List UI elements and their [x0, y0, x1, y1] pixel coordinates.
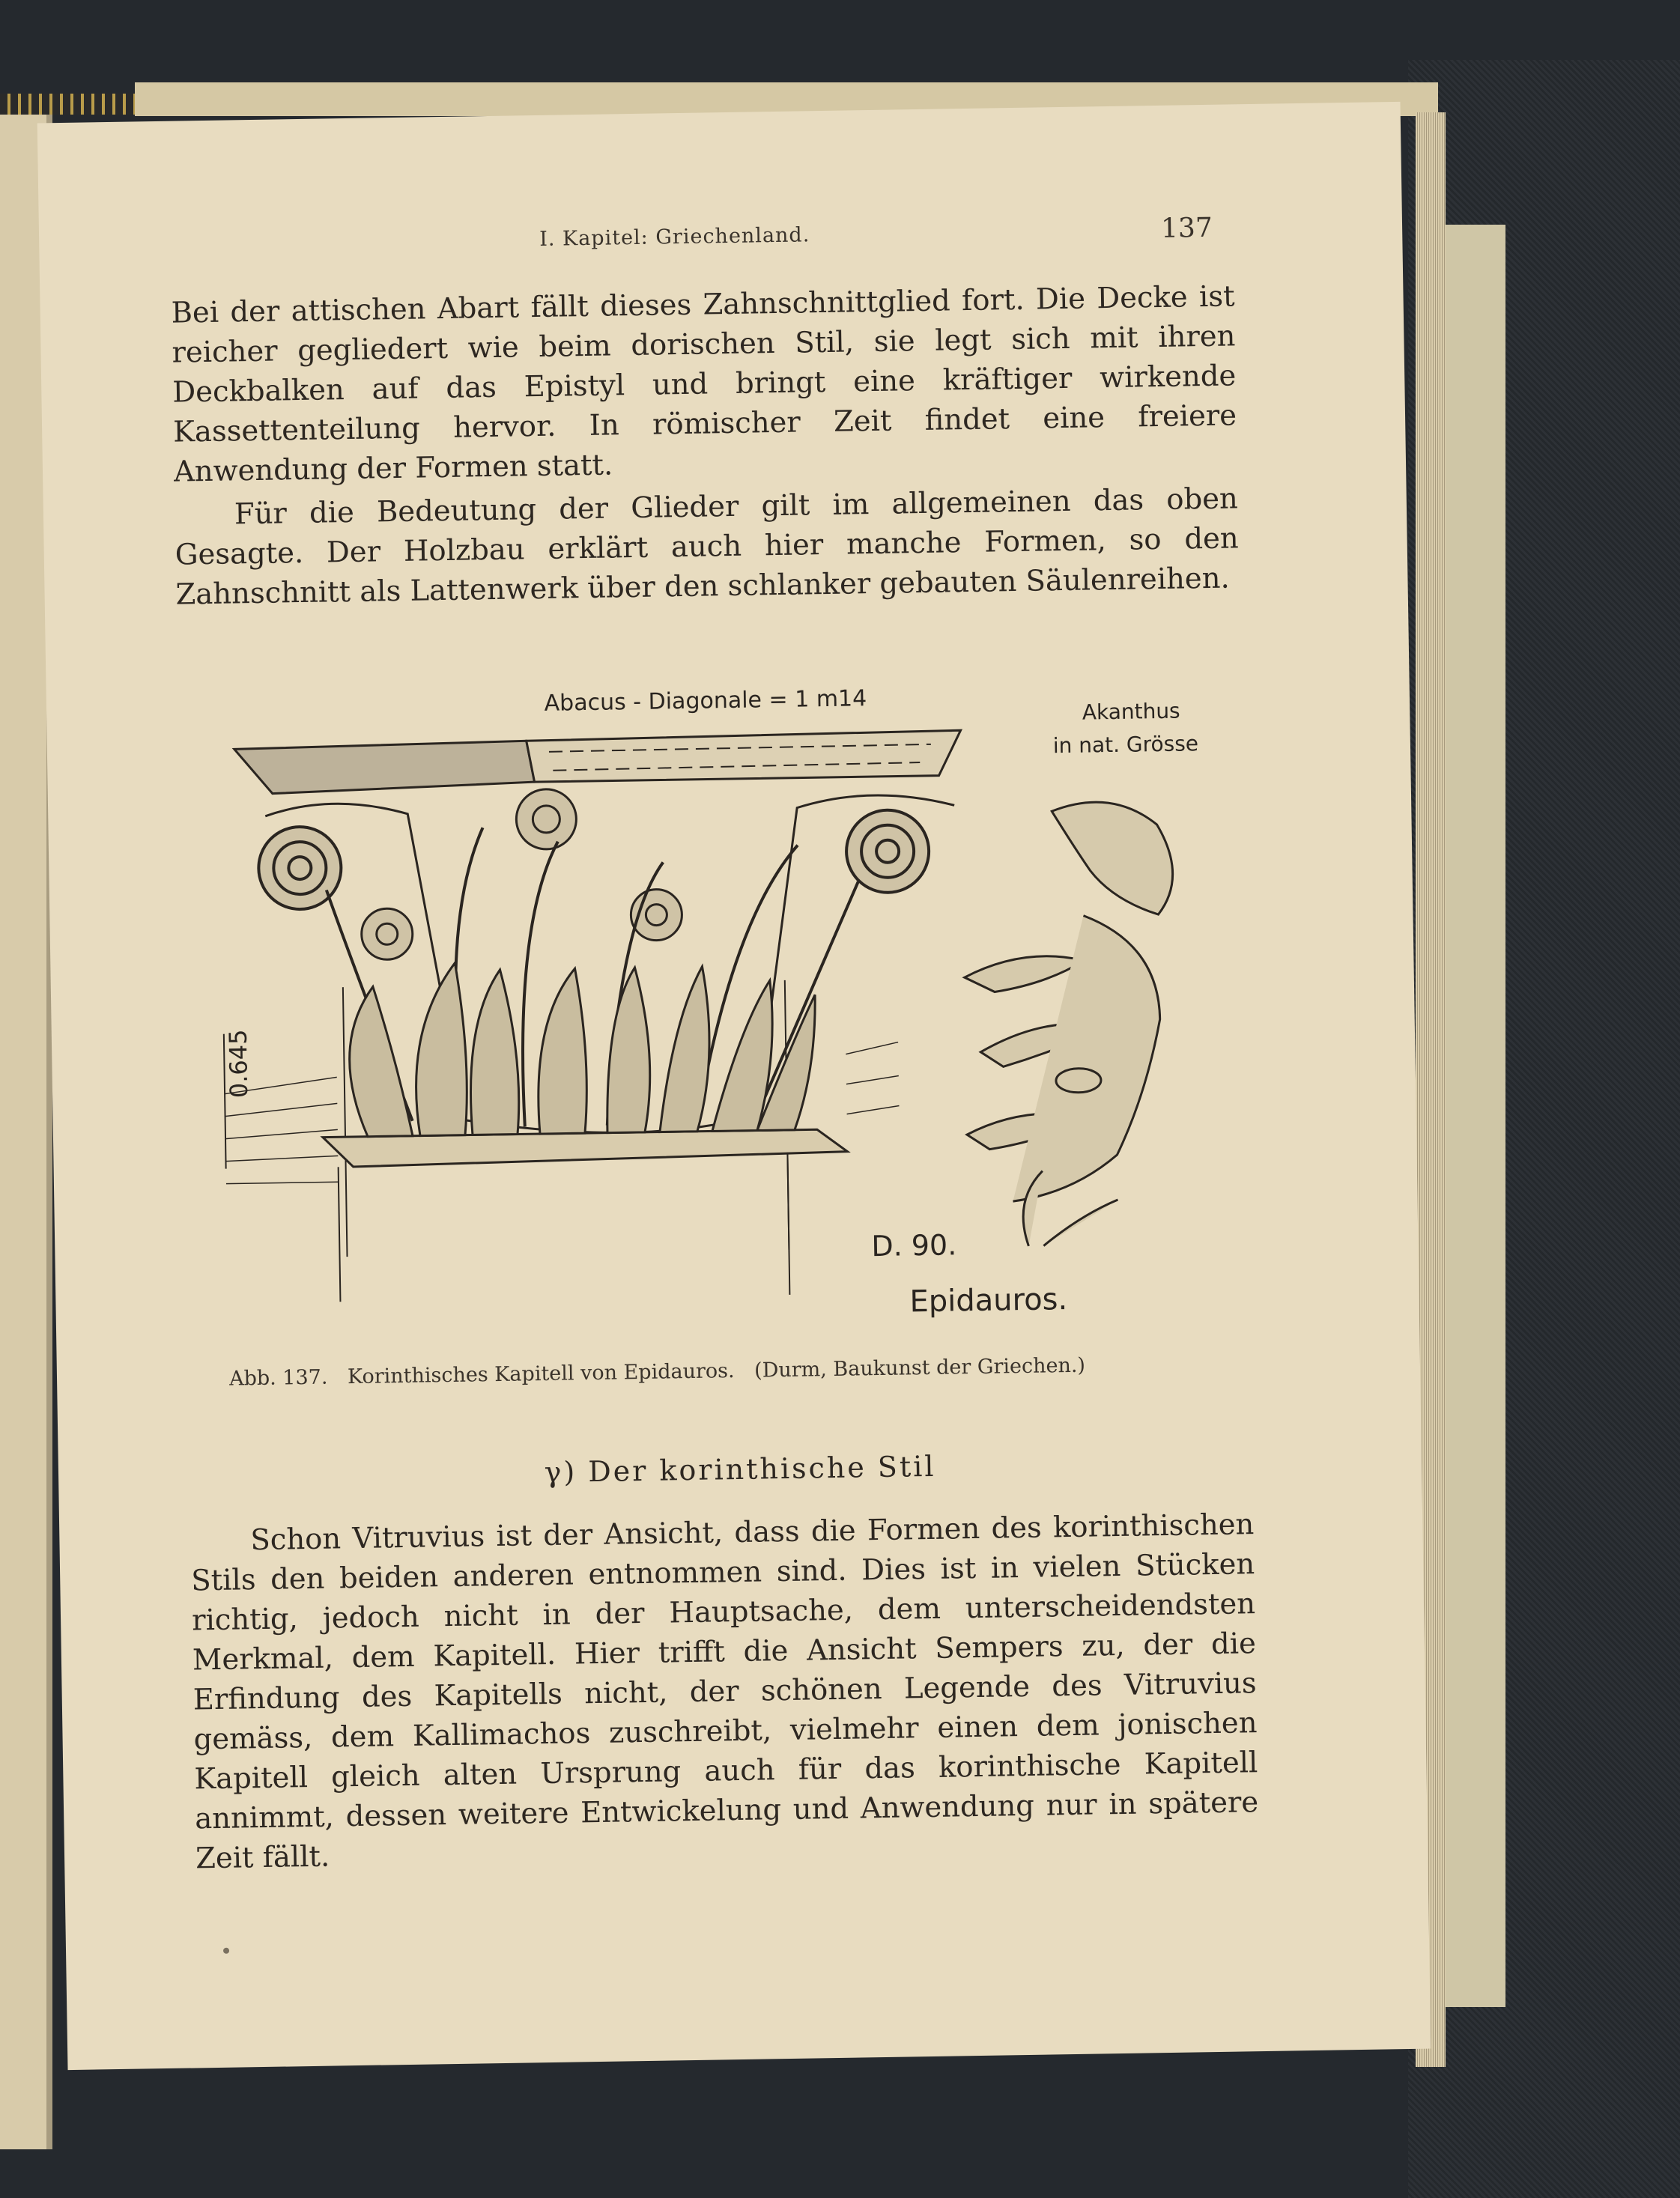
page-number: 137 [1160, 212, 1213, 244]
caption-text: Korinthisches Kapitell von Epidauros. [347, 1359, 735, 1389]
paragraph-2: Für die Bedeutung der Glieder gilt im allgemeinen das oben Gesagte. Der Holzbau erklärt auch hier manche Formen, so den Zahnschnitt als Lattenwerk über den schlanker gebauten Säulenreihen. [175, 482, 1239, 612]
capital-illustration [210, 628, 1285, 1349]
paragraph-3: Schon Vitruvius ist der Ansicht, dass die Formen des korinthischen Stils den beiden anderen entnommen sind. Dies ist in vielen Stücken richtig, jedoch nicht in der Hauptsache, dem unterscheidendsten Merkmal, dem Kapitell. Hier trifft die Ansicht Sempers zu, der die Erfindung des Kapitells nicht, der schönen Legende des Vitruvius gemäss, dem Kallimachos zuschreibt, vielmehr einen dem jonischen Kapitell gleich alten Ursprung auch für das korinthische Kapitell annimmt, dessen weitere Entwickelung und Anwendung nur in spätere Zeit fällt. [190, 1508, 1259, 1876]
acanthus-leaves [348, 957, 817, 1137]
abacus-block [234, 730, 962, 794]
drawing-signature: D. 90. [871, 1228, 957, 1263]
acanthus-detail [962, 801, 1178, 1248]
running-head [39, 214, 1403, 273]
chapter-title: I. Kapitel: Griechenland. [539, 223, 810, 251]
abacus-label: Abacus - Diagonale = 1 m14 [544, 685, 867, 717]
bookmark-ribbon [0, 94, 135, 115]
akanthus-label: Akanthus [1082, 698, 1180, 725]
book-page [37, 102, 1431, 2070]
caption-number: Abb. 137. [228, 1365, 328, 1391]
print-mark [223, 1948, 229, 1954]
cover-endpaper [1438, 225, 1505, 2007]
akanthus-scale-label: in nat. Grösse [1052, 731, 1199, 759]
drawing-place: Epidauros. [909, 1282, 1068, 1320]
section-heading: γ) Der korinthische Stil [544, 1449, 936, 1490]
caption-source: (Durm, Baukunst der Griechen.) [753, 1353, 1086, 1382]
volute-right [846, 810, 930, 893]
paragraph-1: Bei der attischen Abart fällt dieses Zahnschnittglied fort. Die Decke ist reicher gegliedert wie beim dorischen Stil, sie legt sich mit ihren Deckbalken auf das Epistyl und bringt eine kräftiger wirkende Kassettenteilung hervor. In römischer Zeit findet eine freiere Anwendung der Formen statt. [171, 279, 1237, 489]
height-label: 0.645 [223, 1029, 254, 1099]
figure-caption [229, 1351, 1278, 1391]
